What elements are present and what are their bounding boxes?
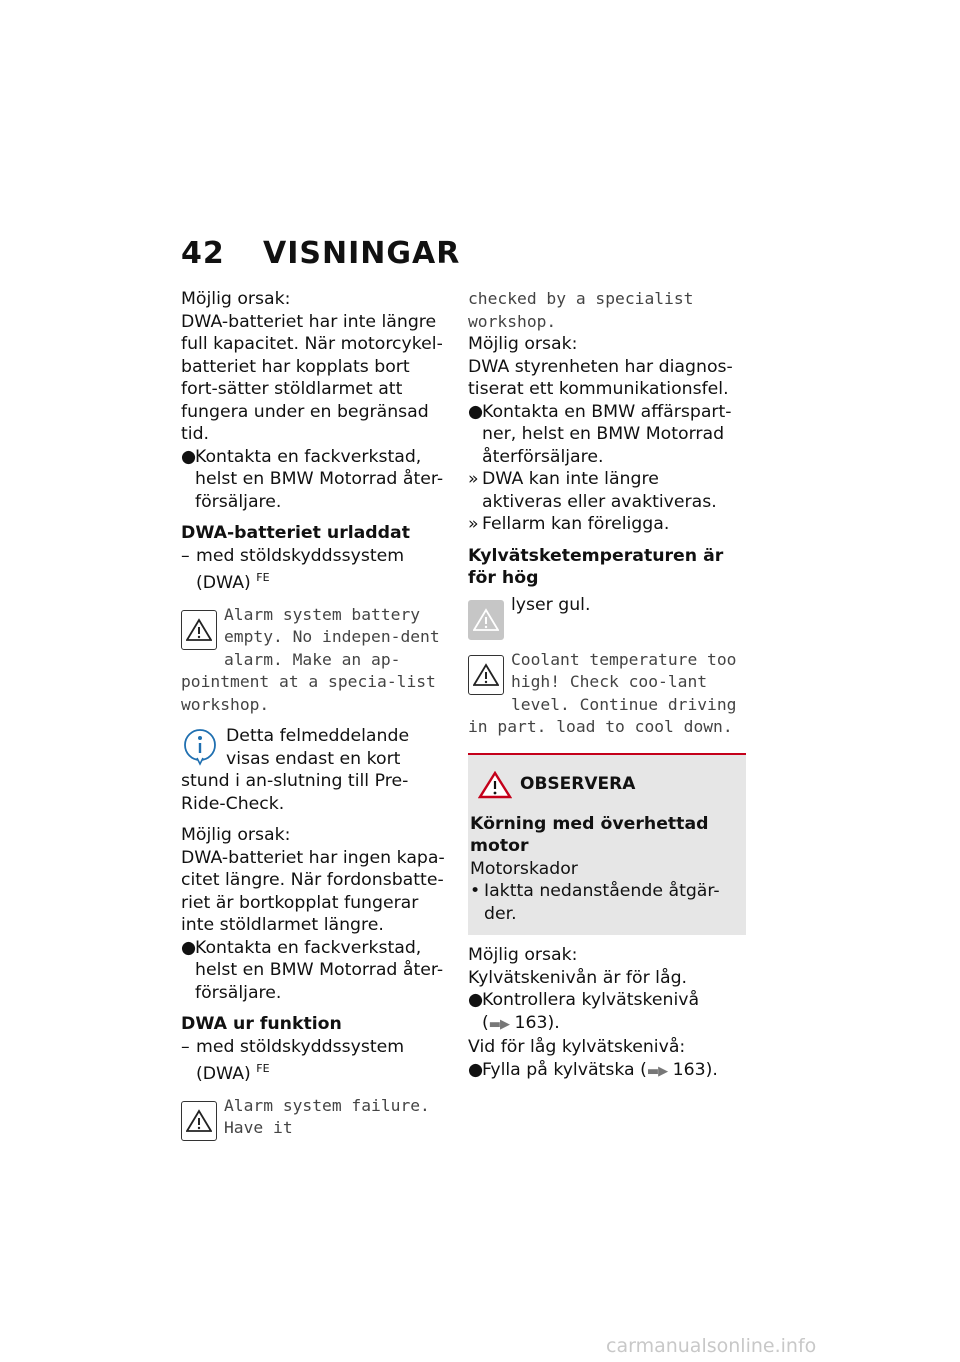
bullet-icon: • bbox=[470, 881, 481, 901]
left-column bbox=[181, 288, 451, 1141]
cause-text: Kylvätskenivån är för låg. bbox=[468, 967, 688, 988]
display-message-continued: checked by a specialist workshop. bbox=[468, 289, 694, 331]
indicator-text: lyser gul. bbox=[511, 594, 591, 615]
dash-item bbox=[181, 1036, 451, 1086]
cause-label: Möjlig orsak: bbox=[181, 289, 291, 309]
list-item-text: Kontrollera kylvätskenivå bbox=[482, 990, 700, 1010]
result-text: Fellarm kan föreligga. bbox=[482, 514, 670, 534]
warning-message-block bbox=[468, 649, 738, 739]
bullet-icon: ● bbox=[468, 990, 484, 1010]
cause-text: DWA-batteriet har inte längre full kapacitet. När motorcykel-batteriet har kopplats bort fort-sätter stöldlarmet att fungera under en begränsad tid. bbox=[181, 311, 443, 444]
result-arrow-icon: » bbox=[468, 514, 479, 534]
bullet-icon: ● bbox=[181, 446, 197, 467]
section-heading: DWA-batteriet urladdat bbox=[181, 523, 410, 543]
result-item bbox=[468, 468, 738, 513]
page-reference-arrow-icon: ▬▶ bbox=[488, 1016, 510, 1032]
cause-text: DWA-batteriet har ingen kapa-citet längre. När fordonsbatte-riet är bortkopplat fungerar inte stöldlarmet längre. bbox=[181, 847, 445, 935]
cause-label: Möjlig orsak: bbox=[468, 334, 578, 354]
cause-text: DWA styrenheten har diagnos-tiserat ett kommunikationsfel. bbox=[468, 356, 733, 399]
list-item-text: Fylla på kylvätska ( bbox=[482, 1059, 647, 1080]
dash-text: med stöldskyddssystem (DWA) bbox=[196, 1036, 405, 1084]
result-item bbox=[468, 513, 738, 536]
info-icon bbox=[181, 727, 219, 767]
bullet-icon: ● bbox=[468, 1059, 484, 1080]
warning-message-block bbox=[181, 1095, 451, 1141]
display-message: Alarm system failure. Have it bbox=[224, 1095, 430, 1137]
page-reference-arrow-icon: ▬▶ bbox=[646, 1063, 668, 1079]
notice-heading: Körning med överhettad motor bbox=[470, 813, 709, 856]
dash-icon: – bbox=[181, 545, 190, 566]
dash-item bbox=[181, 545, 451, 595]
notice-title: OBSERVERA bbox=[520, 774, 636, 795]
page-header bbox=[181, 236, 460, 271]
condition-text: Vid för låg kylvätskenivå: bbox=[468, 1037, 686, 1057]
warning-message-block bbox=[181, 604, 451, 717]
display-message: Alarm system battery empty. No indepen-dent alarm. Make an ap-pointment at a specia-list workshop. bbox=[181, 604, 440, 714]
display-message: Coolant temperature too high! Check coo-lant level. Continue driving in part. load to cool down. bbox=[468, 649, 737, 736]
watermark: carmanualsonline.info bbox=[606, 1335, 817, 1357]
notice-header bbox=[470, 771, 736, 799]
page-number: 42 bbox=[181, 236, 225, 271]
warning-triangle-icon bbox=[181, 610, 217, 650]
list-item-text: Iaktta nedanstående åtgär-der. bbox=[484, 881, 720, 924]
list-item: ● Kontrollera kylvätskenivå (▬▶ 163). bbox=[468, 990, 700, 1033]
warning-light-icon bbox=[468, 600, 504, 640]
list-item-text: Kontakta en fackverkstad, helst en BMW Motorrad åter-försäljare. bbox=[195, 937, 444, 1003]
list-item-text: Kontakta en fackverkstad, helst en BMW Motorrad åter-försäljare. bbox=[195, 446, 444, 512]
page-title: VISNINGAR bbox=[263, 236, 461, 271]
warning-triangle-icon bbox=[181, 1101, 217, 1141]
page-reference: 163). bbox=[514, 1012, 560, 1033]
result-arrow-icon: » bbox=[468, 469, 479, 489]
superscript: FE bbox=[256, 1062, 270, 1075]
notice-text: Motorskador bbox=[470, 858, 578, 879]
cause-label: Möjlig orsak: bbox=[468, 945, 578, 965]
warning-triangle-icon bbox=[468, 655, 504, 695]
danger-icon bbox=[478, 771, 512, 799]
dash-text: med stöldskyddssystem (DWA) bbox=[196, 545, 405, 593]
right-column bbox=[468, 288, 738, 1083]
indicator-light-block bbox=[468, 594, 738, 640]
info-note-block bbox=[181, 725, 451, 815]
superscript: FE bbox=[256, 571, 270, 584]
result-text: DWA kan inte längre aktiveras eller avaktiveras. bbox=[482, 469, 717, 512]
list-item bbox=[468, 1059, 738, 1084]
notice-box bbox=[468, 753, 746, 936]
section-heading: Kylvätsketemperaturen är för hög bbox=[468, 545, 724, 588]
cause-label: Möjlig orsak: bbox=[181, 825, 291, 845]
list-item bbox=[468, 401, 738, 469]
dash-icon: – bbox=[181, 1036, 190, 1057]
notice-list-item bbox=[470, 880, 736, 925]
page-reference: 163). bbox=[672, 1059, 718, 1080]
list-item bbox=[181, 446, 451, 514]
bullet-icon: ● bbox=[181, 937, 197, 958]
section-heading: DWA ur funktion bbox=[181, 1014, 342, 1034]
list-item-text: Kontakta en BMW affärspart-ner, helst en BMW Motorrad återförsäljare. bbox=[482, 401, 732, 467]
list-item bbox=[181, 937, 451, 1005]
bullet-icon: ● bbox=[468, 401, 484, 422]
info-text: Detta felmeddelande visas endast en kort stund i an-slutning till Pre-Ride-Check. bbox=[181, 726, 410, 814]
